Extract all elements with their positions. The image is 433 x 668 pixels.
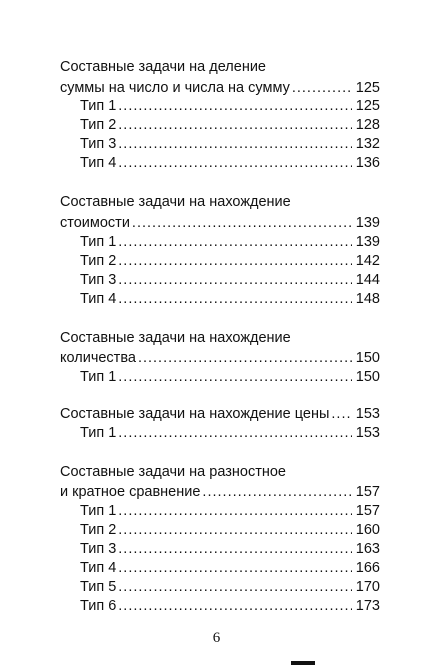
entry-title: Тип 2 xyxy=(80,522,117,538)
dot-leader xyxy=(118,366,352,388)
entry-title: Тип 3 xyxy=(80,136,117,152)
page-number: 142 xyxy=(355,253,380,269)
page-number: 132 xyxy=(355,136,380,152)
page-folio: 6 xyxy=(212,630,221,646)
page-number: 160 xyxy=(355,522,380,538)
section-heading-text: Составные задачи на нахождение xyxy=(60,330,291,346)
entry-title: Тип 2 xyxy=(80,253,117,269)
entry-title: количества xyxy=(60,350,136,366)
toc-subentry xyxy=(60,152,380,174)
entry-title: Тип 2 xyxy=(80,117,117,133)
entry-title: Тип 4 xyxy=(80,291,117,307)
toc-subentry xyxy=(60,422,380,444)
edge-mark xyxy=(291,661,315,665)
entry-title: Тип 4 xyxy=(80,560,117,576)
toc-subentry xyxy=(60,595,380,617)
page-number: 157 xyxy=(355,503,380,519)
entry-title: Тип 1 xyxy=(80,425,117,441)
page-number: 153 xyxy=(355,425,380,441)
page-number: 150 xyxy=(355,369,380,385)
page-number: 166 xyxy=(355,560,380,576)
page-number: 136 xyxy=(355,155,380,171)
entry-title: Тип 3 xyxy=(80,541,117,557)
page-number: 139 xyxy=(355,234,380,250)
entry-title: Тип 3 xyxy=(80,272,117,288)
section-heading xyxy=(60,191,380,213)
section-heading xyxy=(60,461,380,483)
entry-title: Тип 5 xyxy=(80,579,117,595)
entry-title: Тип 1 xyxy=(80,234,117,250)
entry-title: Тип 6 xyxy=(80,598,117,614)
dot-leader xyxy=(118,422,352,444)
entry-title: Составные задачи на нахождение цены xyxy=(60,406,330,422)
entry-title: Тип 4 xyxy=(80,155,117,171)
dot-leader xyxy=(118,288,352,310)
toc-subentry xyxy=(60,288,380,310)
page-number: 125 xyxy=(355,80,380,96)
section-heading xyxy=(60,56,380,78)
entry-title: Тип 1 xyxy=(80,98,117,114)
page-number: 157 xyxy=(355,484,380,500)
section-heading-text: Составные задачи на разностное xyxy=(60,464,286,480)
page-number: 173 xyxy=(355,598,380,614)
entry-title: Тип 1 xyxy=(80,503,117,519)
page-number: 128 xyxy=(355,117,380,133)
section-heading xyxy=(60,327,380,349)
entry-title: Тип 1 xyxy=(80,369,117,385)
page-number: 153 xyxy=(355,406,380,422)
page-number: 150 xyxy=(355,350,380,366)
entry-title: суммы на число и числа на сумму xyxy=(60,80,290,96)
entry-title: стоимости xyxy=(60,215,130,231)
dot-leader xyxy=(118,595,352,617)
toc-subentry xyxy=(60,366,380,388)
page-number: 144 xyxy=(355,272,380,288)
section-heading-text: Составные задачи на деление xyxy=(60,59,266,75)
page-number: 139 xyxy=(355,215,380,231)
dot-leader xyxy=(118,152,352,174)
section-heading-text: Составные задачи на нахождение xyxy=(60,194,291,210)
page-number: 170 xyxy=(355,579,380,595)
entry-title: и кратное сравнение xyxy=(60,484,201,500)
page-number: 163 xyxy=(355,541,380,557)
page-number: 148 xyxy=(355,291,380,307)
page-number: 125 xyxy=(355,98,380,114)
